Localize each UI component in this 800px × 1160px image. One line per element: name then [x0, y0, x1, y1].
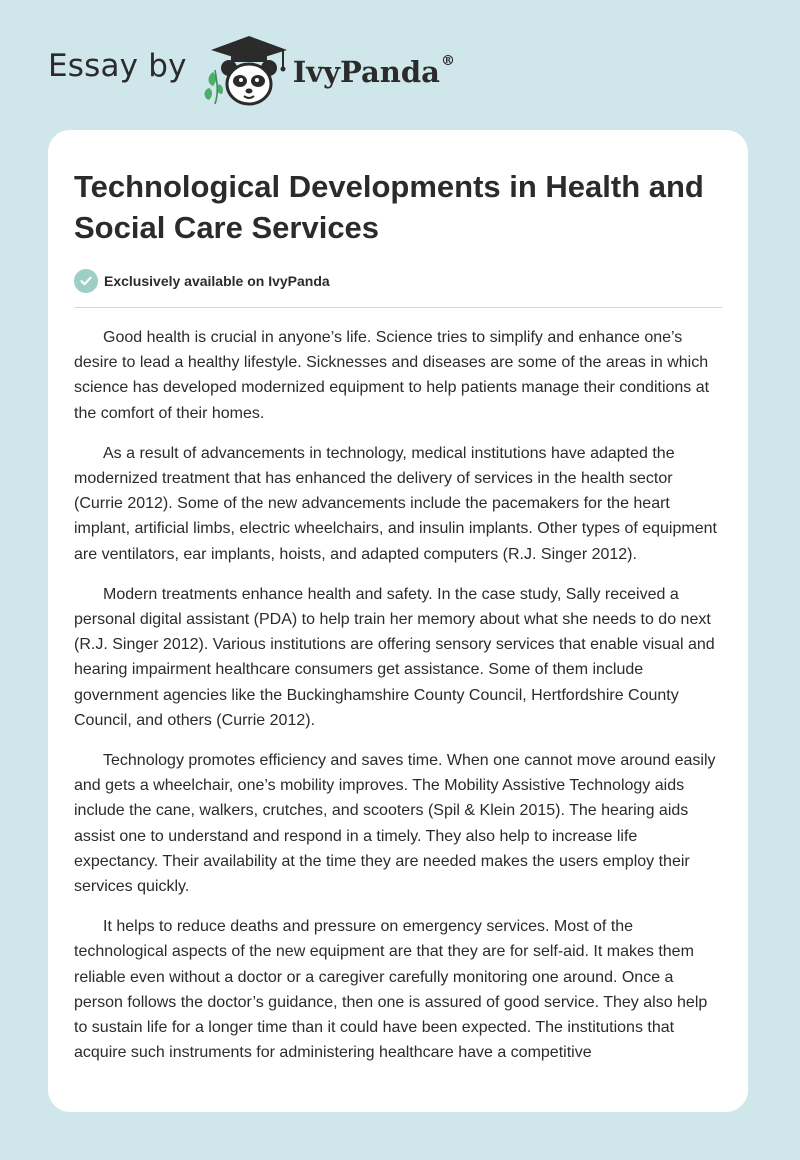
trademark-symbol: ®: [440, 53, 455, 70]
panda-graduate-icon: [199, 30, 289, 110]
paragraph: Modern treatments enhance health and safety. In the case study, Sally received a personal digital assistant (PDA) to help train her memory about what she needs to do next (R.J. Singer 2012). Various institutions are offering sensory services that enable visual and hearing impairment healthcare consumers get assistance. Some of them include government agencies like the Buckinghamshire County Council, Hertfordshire County Council, and others (Currie 2012).: [74, 585, 715, 729]
article-card: [48, 130, 748, 1112]
page-title: Technological Developments in Health and Social Care Services: [74, 169, 704, 245]
paragraph: Good health is crucial in anyone’s life. Science tries to simplify and enhance one’s desire to lead a healthy lifestyle. Sicknesses and diseases are some of the areas in which science has developed modernized equipment to help patients manage their conditions at the comfort of their homes.: [74, 329, 710, 422]
paragraph: Technology promotes efficiency and saves time. When one cannot move around easily and gets a wheelchair, one’s mobility improves. The Mobility Assistive Technology aids include the cane, walkers, crutches, and scooters (Spil & Klein 2015). The hearing aids assist one to understand and respond in a timely. They also help to increase life expectancy. Their availability at the time they are needed makes the users employ their services quickly.: [74, 752, 716, 896]
article-body: [74, 325, 722, 1065]
paragraph: It helps to reduce deaths and pressure on emergency services. Most of the technological aspects of the new equipment are that they are for self-aid. It makes them reliable even without a doctor or a caregiver carefully monitoring one around. Once a person follows the doctor’s guidance, then one is assured of good service. They also help to sustain life for a longer time than it could have been expected. The institutions that acquire such instruments for administering healthcare have a competitive: [74, 918, 708, 1062]
site-header: [48, 30, 455, 110]
essay-by-label: Essay by: [48, 48, 187, 84]
badge-label: Exclusively available on IvyPanda: [104, 273, 330, 289]
check-circle-icon: [74, 269, 98, 293]
divider: [74, 307, 722, 308]
paragraph: As a result of advancements in technology, medical institutions have adapted the modernized treatment that has enhanced the delivery of services in the health sector (Currie 2012). Some of the new advancements include the pacemakers for the heart implant, artificial limbs, electric wheelchairs, and insulin implants. Other types of equipment are ventilators, ear implants, hoists, and adapted computers (R.J. Singer 2012).: [74, 444, 717, 563]
exclusive-badge: [74, 268, 722, 294]
brand-name: IvyPanda®: [292, 53, 455, 89]
